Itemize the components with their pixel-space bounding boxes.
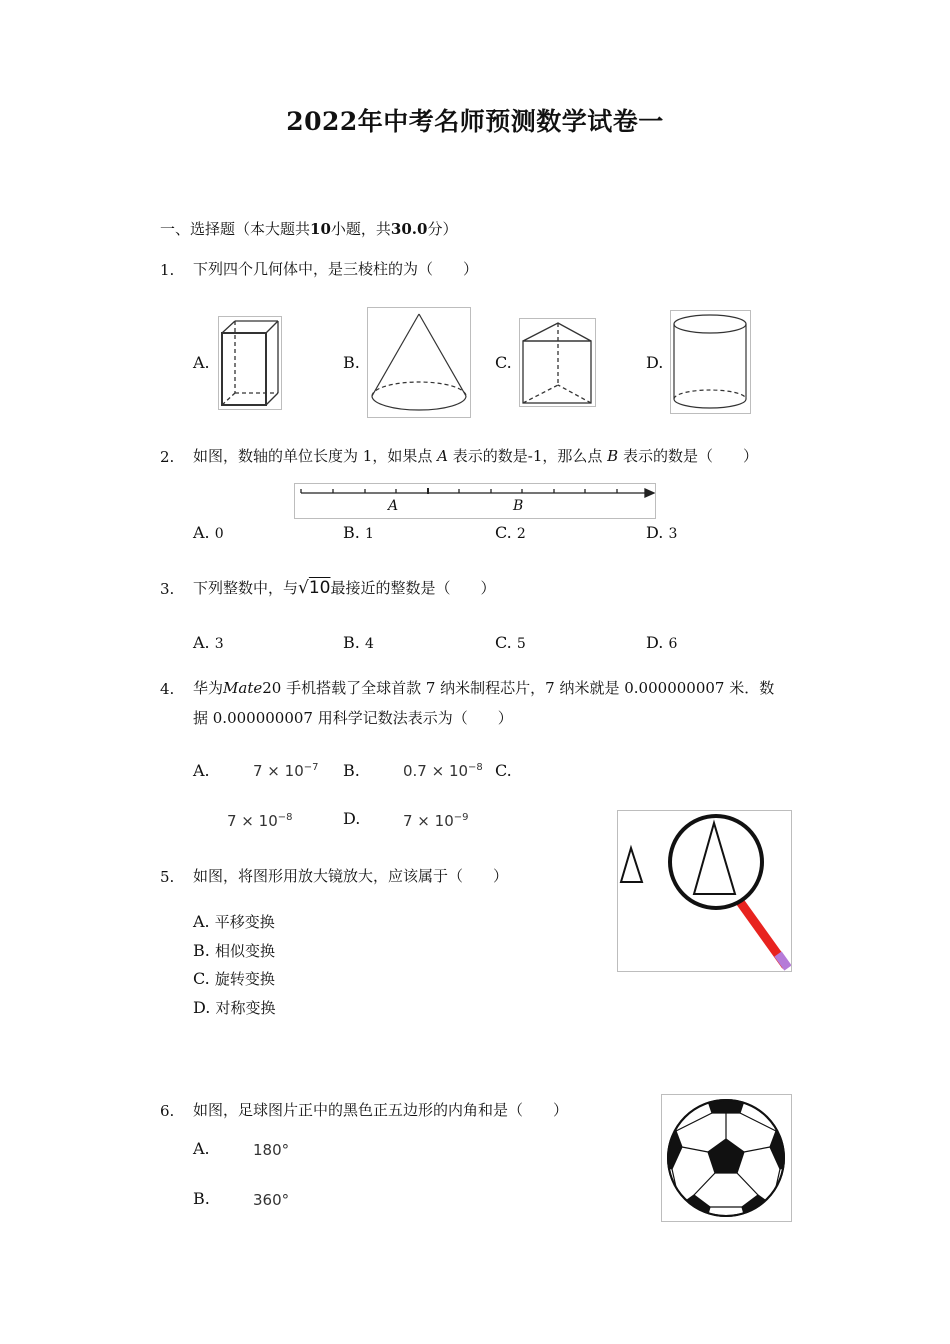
question-number: 3. bbox=[160, 580, 175, 598]
option-value: $7 \times 10^{-7}$ bbox=[253, 762, 319, 780]
option: D. 6 bbox=[646, 633, 678, 652]
question-text: 如图，足球图片正中的黑色正五边形的内角和是（ ） bbox=[193, 1101, 569, 1119]
option-value: $7 \times 10^{-8}$ bbox=[227, 812, 293, 830]
question-text: 据 0.000000007 用科学记数法表示为（ ） bbox=[193, 709, 513, 727]
option-label: B. bbox=[343, 353, 360, 372]
point-a-label: A bbox=[388, 498, 399, 514]
option: C. 5 bbox=[495, 633, 526, 652]
question-text: 如图，将图形用放大镜放大，应该属于（ ） bbox=[193, 867, 509, 885]
option: A. 0 bbox=[193, 523, 224, 542]
option: D. 3 bbox=[646, 523, 678, 542]
cuboid-figure bbox=[218, 316, 282, 410]
magnifier-figure bbox=[617, 810, 792, 972]
cone-figure bbox=[367, 307, 471, 418]
option-value: 180° bbox=[253, 1141, 290, 1159]
magnifier-tip bbox=[778, 954, 788, 968]
option-label: C. bbox=[495, 353, 512, 372]
option-label: D. bbox=[646, 353, 664, 372]
question-number: 6. bbox=[160, 1102, 175, 1120]
option: C. 2 bbox=[495, 523, 526, 542]
question-number: 1. bbox=[160, 261, 175, 279]
number-line-figure bbox=[294, 483, 656, 519]
option-label: B. bbox=[343, 761, 360, 780]
section-header: 一、选择题（本大题共10小题，共30.0分） bbox=[160, 220, 458, 238]
option: D. 对称变换 bbox=[193, 998, 276, 1017]
question-text: 如图，数轴的单位长度为 1，如果点 A 表示的数是-1，那么点 B 表示的数是（ ） bbox=[193, 447, 758, 465]
question-number: 4. bbox=[160, 680, 175, 698]
question-number: 2. bbox=[160, 448, 175, 466]
option-label: C. bbox=[495, 761, 512, 780]
option-label: D. bbox=[343, 809, 361, 828]
cylinder-figure bbox=[670, 310, 751, 414]
option-value: 360° bbox=[253, 1191, 290, 1209]
option-label: A. bbox=[193, 1139, 210, 1158]
option: A. 3 bbox=[193, 633, 224, 652]
question-text: 下列四个几何体中，是三棱柱的为（ ） bbox=[193, 260, 479, 278]
option-label: A. bbox=[193, 761, 210, 780]
triangular-prism-figure bbox=[519, 318, 596, 407]
option: B. 4 bbox=[343, 633, 374, 652]
question-number: 5. bbox=[160, 868, 175, 886]
option: B. 1 bbox=[343, 523, 374, 542]
question-text: 下列整数中，与√10最接近的整数是（ ） bbox=[193, 578, 496, 598]
option: C. 旋转变换 bbox=[193, 969, 275, 988]
question-text: 华为Mate20 手机搭载了全球首款 7 纳米制程芯片，7 纳米就是 0.000000007 米．数 bbox=[193, 679, 775, 697]
option-value: $7 \times 10^{-9}$ bbox=[403, 812, 469, 830]
option: A. 平移变换 bbox=[193, 912, 275, 931]
point-b-label: B bbox=[513, 498, 524, 514]
page-title: 2022年中考名师预测数学试卷一 bbox=[286, 107, 664, 136]
option-value: $0.7 \times 10^{-8}$ bbox=[403, 762, 483, 780]
option-label: B. bbox=[193, 1189, 210, 1208]
soccer-ball-figure bbox=[661, 1094, 792, 1222]
option: B. 相似变换 bbox=[193, 941, 275, 960]
option-label: A. bbox=[193, 353, 210, 372]
